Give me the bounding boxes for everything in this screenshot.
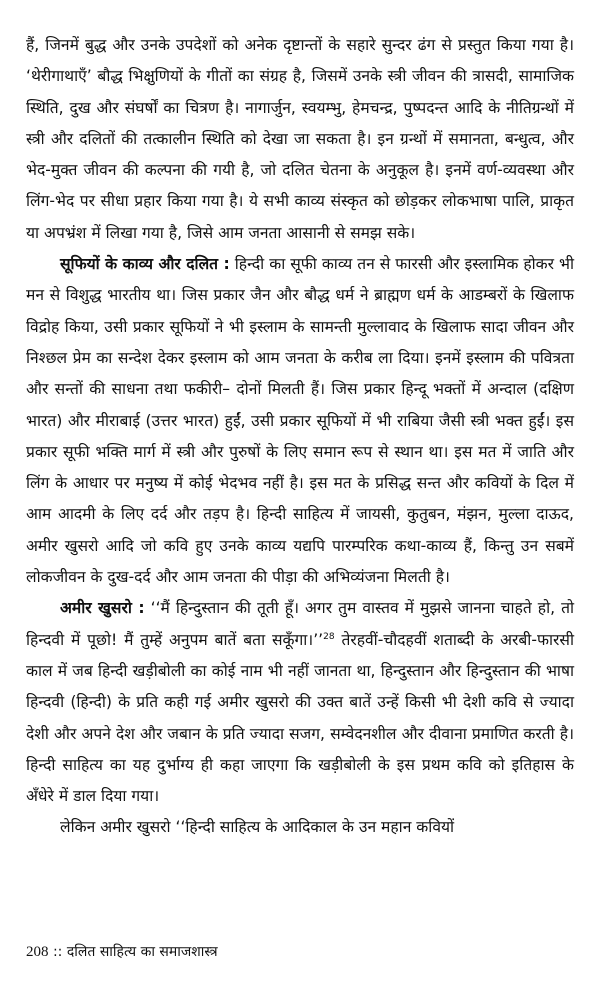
paragraph-sufi-poetry [26, 249, 574, 593]
khusro-quote: ‘‘मैं हिन्दुस्तान की तूती हूँ। अगर तुम वास्तव में मुझसे जानना चाहते हो, तो हिन्दवी में पूछो! मैं तुम्हें अनुपम बातें बता सकूँगा।’’ [26, 599, 575, 649]
paragraph-text: तेरहवीं-चौदहवीं शताब्दी के अरबी-फारसी काल में जब हिन्दी खड़ीबोली का कोई नाम भी नहीं जानता था, हिन्दुस्तान और हिन्दुस्तान की भाषा हिन्दवी (हिन्दी) के प्रति कही गई अमीर खुसरो की उक्त बातें उन्हें किसी भी देशी कवि से ज्यादा देशी और अपने देश और जबान के प्रति ज्यादा सजग, सम्वेदनशील और दीवाना प्रमाणित करती है। हिन्दी साहित्य का यह दुर्भाग्य ही कहा जाएगा कि खड़ीबोली के इस प्रथम कवि को इतिहास के अँधेरे में डाल दिया गया। [26, 630, 574, 806]
paragraph-text: हिन्दी का सूफी काव्य तन से फारसी और इस्लामिक होकर भी मन से विशुद्ध भारतीय था। जिस प्रकार जैन और बौद्ध धर्म ने ब्राह्मण धर्म के आडम्बरों के खिलाफ विद्रोह किया, उसी प्रकार सूफियों ने भी इस्लाम के सामन्ती मुल्लावाद के खिलाफ सादा जीवन और निश्छल प्रेम का सन्देश देकर इस्लाम को आम जनता के करीब ला दिया। इनमें इस्लाम की पवित्रता और सन्तों की साधना तथा फकीरी– दोनों मिलती हैं। जिस प्रकार हिन्दू भक्तों में अन्दाल (दक्षिण भारत) और मीराबाई (उत्तर भारत) हुईं, उसी प्रकार सूफियों में भी राबिया जैसी स्त्री भक्त हुईं। इस प्रकार सूफी भक्ति मार्ग में स्त्री और पुरुषों के लिए समान रूप से स्थान था। इस मत में जाति और लिंग के आधार पर मनुष्य में कोई भेदभव नहीं है। इस मत के प्रसिद्ध सन्त और कवियों के दिल में आम आदमी के लिए दर्द और तड़प है। हिन्दी साहित्य में जायसी, कुतुबन, मंझन, मुल्ला दाऊद, अमीर खुसरो आदि जो कवि हुए उनके काव्य यद्यपि पारम्परिक कथा-काव्य हैं, किन्तु उन सबमें लोकजीवन के दुख-दर्द और आम जनता की पीड़ा की अभिव्यंजना मिलती है। [26, 255, 575, 587]
section-heading-sufi: सूफियों के काव्य और दलित : [60, 255, 230, 274]
footer-separator: :: [52, 944, 63, 960]
page-footer [26, 942, 218, 962]
paragraph-amir-khusro [26, 593, 574, 812]
paragraph-continued [26, 812, 574, 843]
paragraph-text: हैं, जिनमें बुद्ध और उनके उपदेशों को अनेक दृष्टान्तों के सहारे सुन्दर ढंग से प्रस्तुत किया गया है। ‘थेरीगाथाएँ’ बौद्ध भिक्षुणियों के गीतों का संग्रह है, जिसमें उनके स्त्री जीवन की त्रासदी, सामाजिक स्थिति, दुख और संघर्षों का चित्रण है। नागार्जुन, स्वयम्भु, हेमचन्द्र, पुष्पदन्त आदि के नीतिग्रन्थों में स्त्री और दलितों की तत्कालीन स्थिति को देखा जा सकता है। इन ग्रन्थों में समानता, बन्धुत्व, और भेद-मुक्त जीवन की कल्पना की गयी है, जो दलित चेतना के अनुकूल है। इनमें वर्ण-व्यवस्था और लिंग-भेद पर सीधा प्रहार किया गया है। ये सभी काव्य संस्कृत को छोड़कर लोकभाषा पालि, प्राकृत या अपभ्रंश में लिखा गया है, जिसे आम जनता आसानी से समझ सके। [26, 36, 574, 242]
running-title: दलित साहित्य का समाजशास्त्र [66, 944, 218, 960]
page-number: 208 [26, 944, 49, 960]
body-text [26, 30, 574, 844]
section-heading-khusro: अमीर खुसरो : [60, 599, 145, 618]
footnote-marker: 28 [323, 631, 335, 642]
paragraph-buddhist-literature [26, 30, 574, 249]
paragraph-text: लेकिन अमीर खुसरो ‘‘हिन्दी साहित्य के आदिकाल के उन महान कवियों [60, 818, 455, 837]
